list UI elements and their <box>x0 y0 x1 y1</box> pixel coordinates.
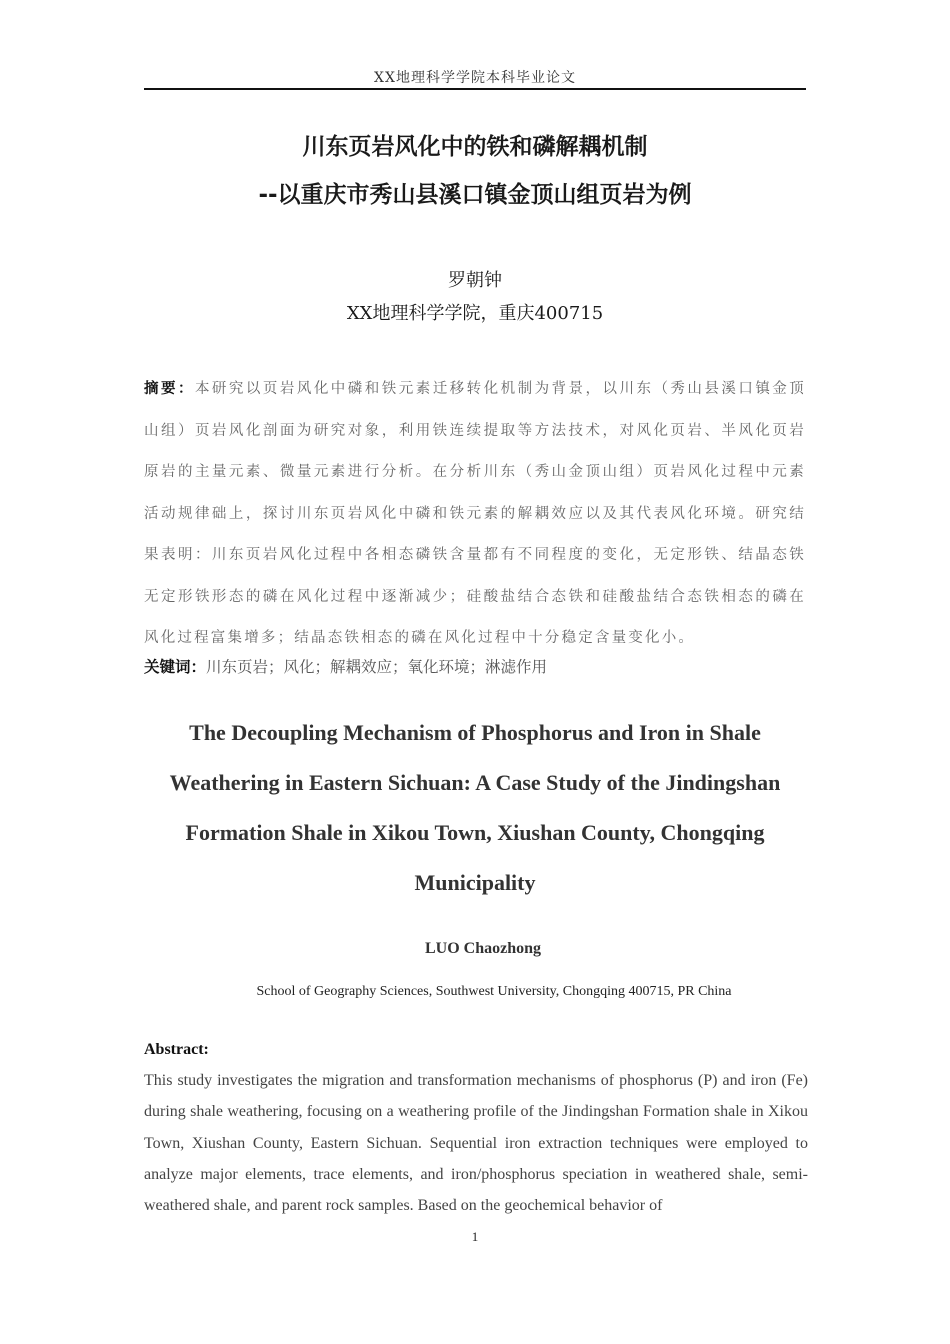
chinese-title-line-1: 川东页岩风化中的铁和磷解耦机制 <box>302 134 648 160</box>
english-affiliation: School of Geography Sciences, Southwest University, Chongqing 400715, PR China <box>256 984 732 999</box>
chinese-abstract-text: 本研究以页岩风化中磷和铁元素迁移转化机制为背景，以川东（秀山县溪口镇金顶山组）页岩风化剖面为研究对象，利用铁连续提取等方法技术，对风化页岩、半风化页岩原岩的主量元素、微量元素进行分析。在分析川东（秀山金顶山组）页岩风化过程中元素活动规律础上，探讨川东页岩风化中磷和铁元素的解耦效应以及其代表风化环境。研究结果表明：川东页岩风化过程中各相态磷铁含量都有不同程度的变化，无定形铁、结晶态铁无定形铁形态的磷在风化过程中逐渐减少；硅酸盐结合态铁和硅酸盐结合态铁相态的磷在风化过程富集增多；结晶态铁相态的磷在风化过程中十分稳定含量变化小。 <box>144 381 806 646</box>
running-header: XX地理科学学院本科毕业论文 <box>374 70 576 86</box>
page-number: 1 <box>471 1229 479 1244</box>
chinese-title-line-2: --以重庆市秀山县溪口镇金顶山组页岩为例 <box>258 182 692 208</box>
header-rule <box>144 88 806 90</box>
english-author: LUO Chaozhong <box>424 940 542 957</box>
chinese-keywords-label: 关键词： <box>144 657 207 676</box>
chinese-author: 罗朝钟 <box>448 270 502 291</box>
chinese-keywords <box>144 654 806 680</box>
english-title: The Decoupling Mechanism of Phosphorus and Iron in Shale Weathering in Eastern Sichuan: A Case Study of the Jindingshan Formation Shale in Xikou Town, Xiushan County, Chongqing Municipality <box>169 720 781 895</box>
chinese-affiliation: XX地理科学学院，重庆400715 <box>346 303 604 324</box>
chinese-abstract <box>144 368 806 660</box>
english-abstract-text: This study investigates the migration and transformation mechanisms of phosphorus (P) and iron (Fe) during shale weathering, focusing on a weathering profile of the Jindingshan Formation shale in Xikou Town, Xiushan County, Eastern Sichuan. Sequential iron extraction techniques were employed to analyze major elements, trace elements, and iron/phosphorus speciation in weathered shale, semi-weathered shale, and parent rock samples. Based on the geochemical behavior of <box>144 1072 808 1215</box>
chinese-keywords-text: 川东页岩；风化；解耦效应；氧化环境；淋滤作用 <box>206 658 548 676</box>
chinese-abstract-label: 摘要： <box>144 380 195 397</box>
english-abstract-label: Abstract: <box>144 1041 209 1058</box>
